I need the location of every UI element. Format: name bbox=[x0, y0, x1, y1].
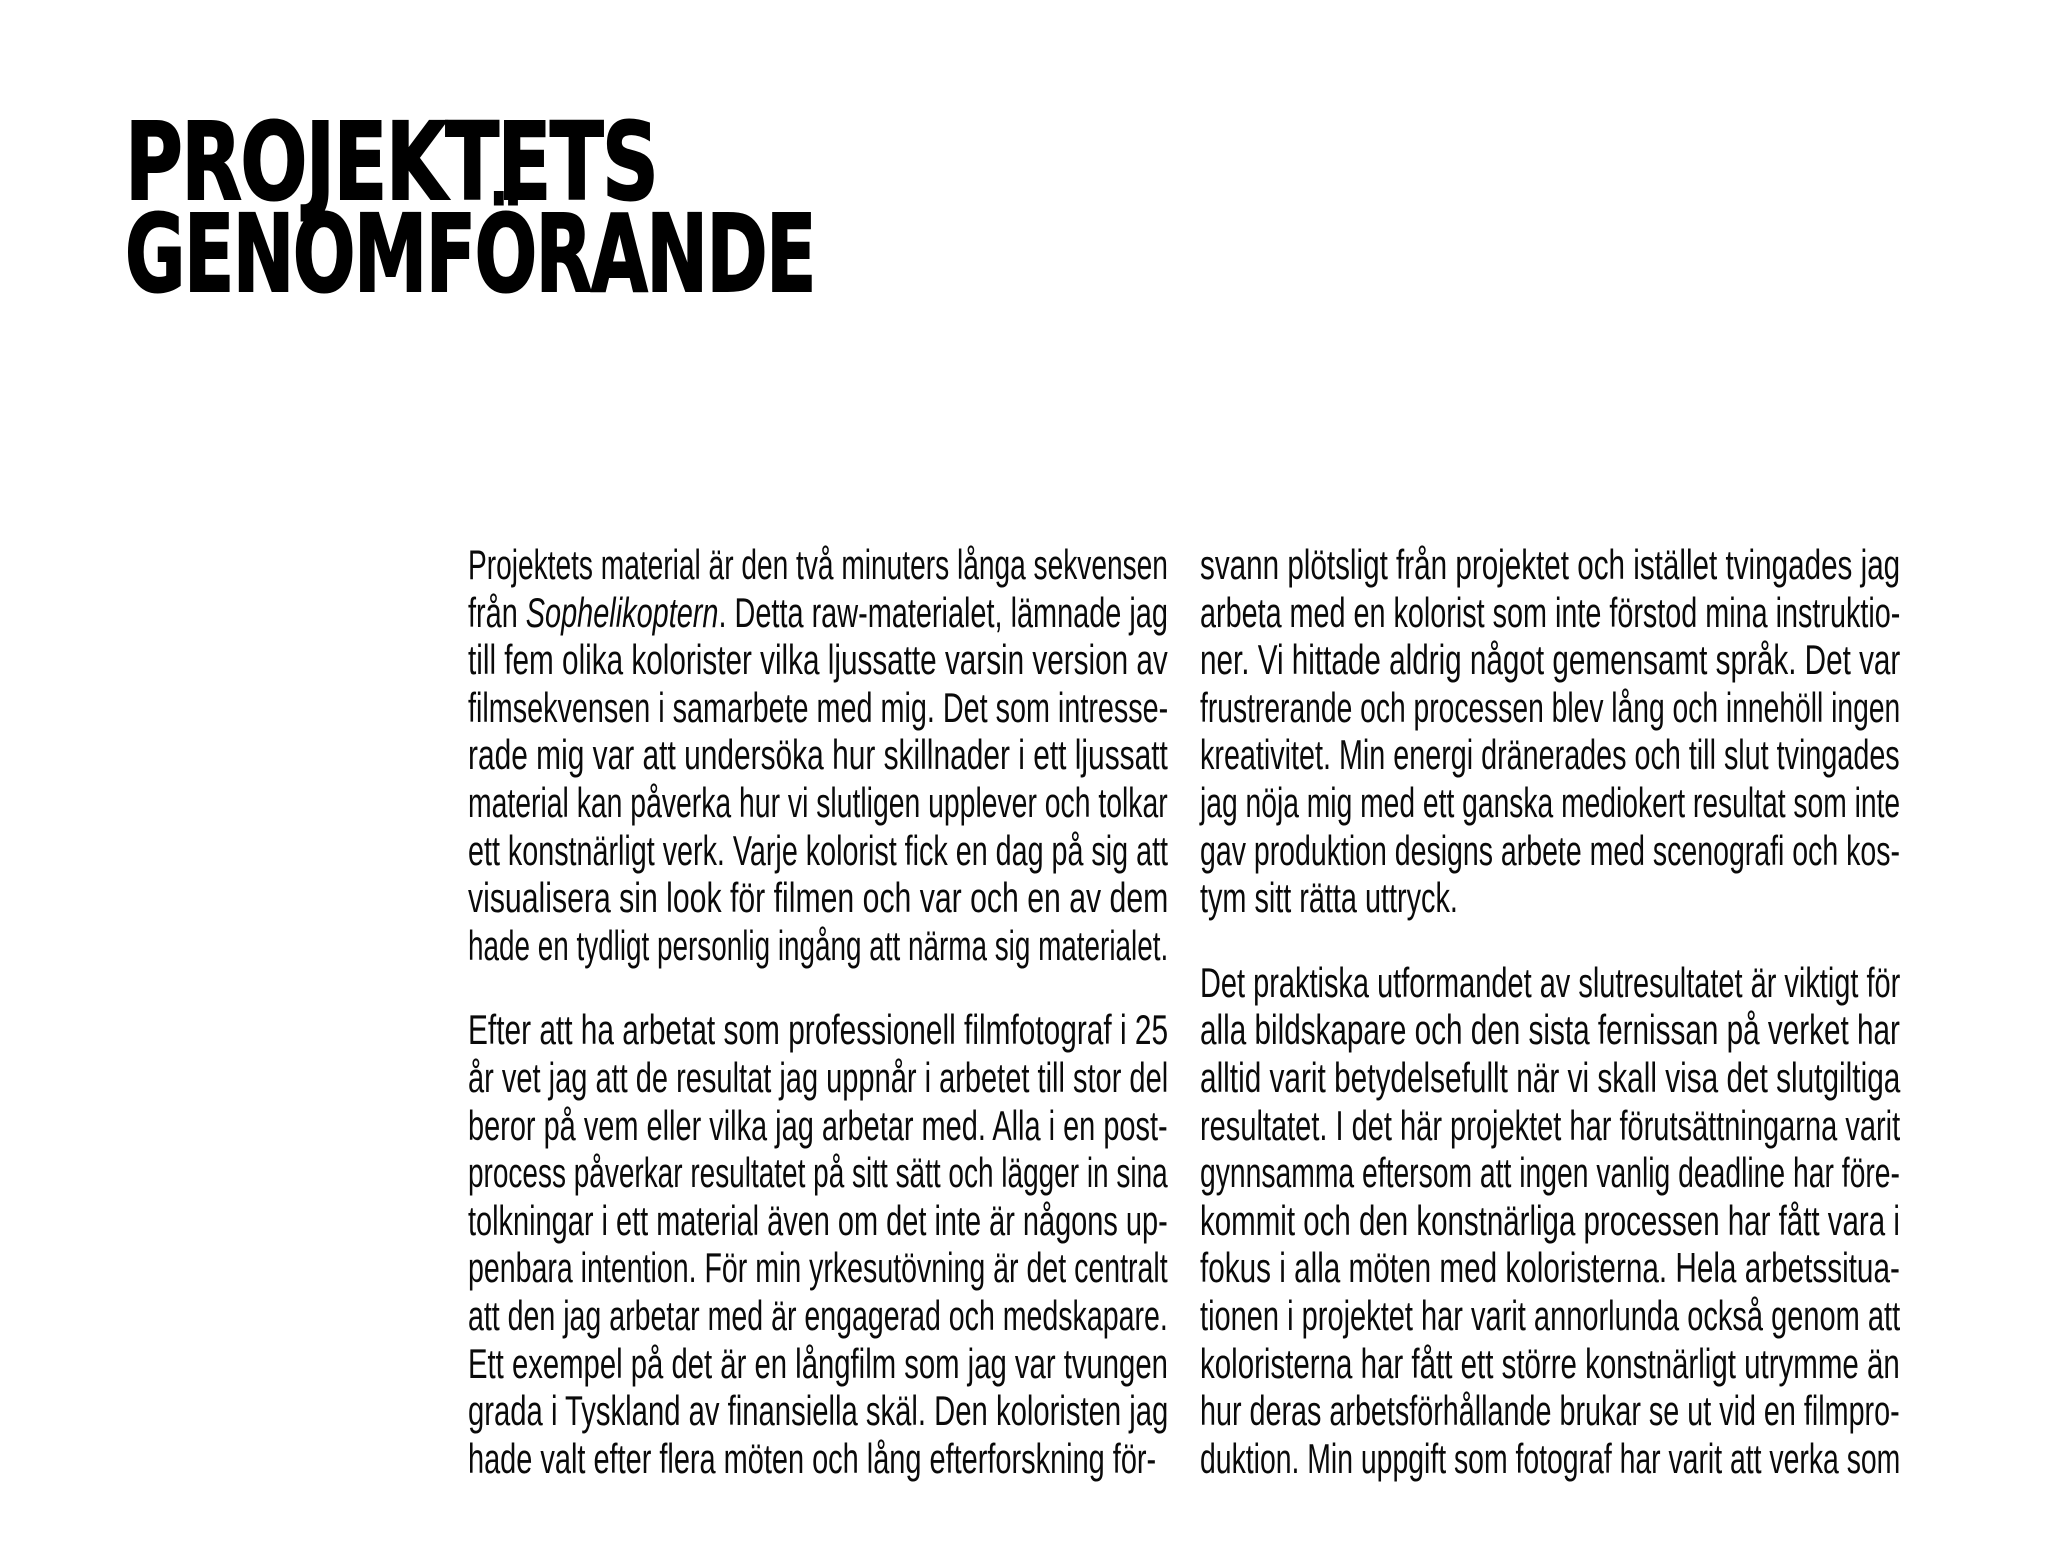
paragraph bbox=[1200, 959, 1900, 1483]
text-line: Ett exempel på det är en långfilm som jag var tvungen bbox=[468, 1339, 1168, 1387]
text-line: kommit och den konstnärliga processen har fått vara i bbox=[1200, 1196, 1900, 1244]
text-line: ner. Vi hittade aldrig något gemensamt språk. Det var bbox=[1200, 636, 1901, 684]
page-title-line-1: PROJEKTETS bbox=[125, 101, 658, 225]
text-column-left bbox=[468, 541, 1168, 1482]
text-line: tym sitt rätta uttryck. bbox=[1200, 874, 1458, 922]
text-line: resultatet. I det här projektet har förutsättningarna varit bbox=[1200, 1101, 1901, 1149]
text-column-right bbox=[1200, 541, 1900, 1482]
text-line: tolkningar i ett material även om det inte är någons up- bbox=[468, 1196, 1168, 1244]
text-line: duktion. Min uppgift som fotograf har varit att verka som bbox=[1200, 1434, 1901, 1482]
page-title-line-2: GENOMFÖRANDE bbox=[125, 193, 815, 317]
text-line: hur deras arbetsförhållande brukar se ut vid en filmpro- bbox=[1200, 1387, 1900, 1435]
text-line: grada i Tyskland av finansiella skäl. Den koloristen jag bbox=[468, 1387, 1169, 1435]
text-line: kreativitet. Min energi dränerades och till slut tvingades bbox=[1200, 731, 1900, 779]
text-line: process påverkar resultatet på sitt sätt och lägger in sina bbox=[468, 1149, 1168, 1197]
text-line: från Sophelikoptern. Detta raw-materialet, lämnade jag bbox=[468, 588, 1168, 636]
text-line: frustrerande och processen blev lång och innehöll ingen bbox=[1200, 683, 1901, 731]
text-line: tionen i projektet har varit annorlunda också genom att bbox=[1200, 1291, 1901, 1339]
text-line: alltid varit betydelsefullt när vi skall visa det slutgiltiga bbox=[1200, 1053, 1901, 1101]
italic-text: Sophelikoptern bbox=[525, 588, 719, 636]
text-line: gav produktion designs arbete med scenografi och kos- bbox=[1200, 826, 1900, 874]
text-line: Projektets material är den två minuters långa sekvensen bbox=[468, 541, 1168, 588]
text-line: gynnsamma eftersom att ingen vanlig deadline har före- bbox=[1200, 1149, 1900, 1197]
text-line: fokus i alla möten med koloristerna. Hela arbetssitua- bbox=[1200, 1244, 1900, 1292]
text-line: år vet jag att de resultat jag uppnår i arbetet till stor del bbox=[468, 1053, 1169, 1101]
text-line: beror på vem eller vilka jag arbetar med. Alla i en post- bbox=[468, 1101, 1168, 1149]
text-line: hade valt efter flera möten och lång efterforskning för- bbox=[468, 1434, 1157, 1482]
text-line: arbeta med en kolorist som inte förstod mina instruktio- bbox=[1200, 588, 1901, 636]
text-line: alla bildskapare och den sista fernissan på verket har bbox=[1200, 1006, 1900, 1054]
text-line: koloristerna har fått ett större konstnärligt utrymme än bbox=[1200, 1339, 1900, 1387]
text-line: penbara intention. För min yrkesutövning är det centralt bbox=[468, 1244, 1168, 1292]
text-line: filmsekvensen i samarbete med mig. Det som intresse- bbox=[468, 683, 1169, 731]
text-line: hade en tydligt personlig ingång att närma sig materialet. bbox=[468, 921, 1169, 969]
text-line: svann plötsligt från projektet och istället tvingades jag bbox=[1200, 541, 1901, 588]
paragraph bbox=[468, 541, 1168, 969]
paragraph bbox=[1200, 541, 1900, 922]
paragraph bbox=[468, 1006, 1168, 1482]
text-line: visualisera sin look för filmen och var och en av dem bbox=[468, 874, 1169, 922]
text-line: att den jag arbetar med är engagerad och medskapare. bbox=[468, 1291, 1168, 1339]
page-title bbox=[125, 101, 1128, 317]
text-line: ett konstnärligt verk. Varje kolorist fick en dag på sig att bbox=[468, 826, 1169, 874]
text-line: jag nöja mig med ett ganska mediokert resultat som inte bbox=[1200, 778, 1901, 826]
text-line: Det praktiska utformandet av slutresultatet är viktigt för bbox=[1200, 958, 1901, 1006]
text-line: till fem olika kolorister vilka ljussatte varsin version av bbox=[468, 636, 1168, 684]
text-line: Efter att ha arbetat som professionell filmfotograf i 25 bbox=[468, 1006, 1169, 1054]
text-line: material kan påverka hur vi slutligen upplever och tolkar bbox=[468, 778, 1168, 826]
text-line: rade mig var att undersöka hur skillnader i ett ljussatt bbox=[468, 731, 1168, 779]
